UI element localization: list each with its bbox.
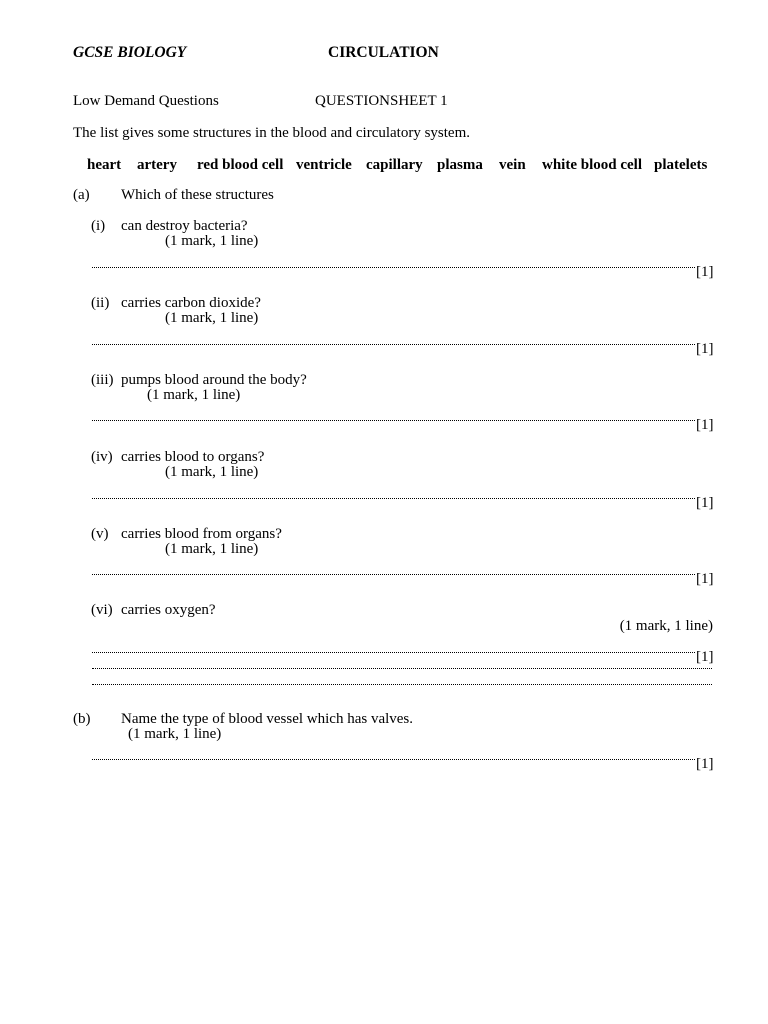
score-bracket: [1] — [696, 417, 714, 433]
mark-allocation: (1 mark, 1 line) — [128, 726, 222, 742]
structure-word: red blood cell — [197, 157, 284, 173]
answer-line[interactable] — [92, 342, 695, 345]
structure-word: platelets — [654, 157, 708, 173]
intro-text: The list gives some structures in the blood and circulatory system. — [73, 125, 471, 141]
structure-word: white blood cell — [542, 157, 642, 173]
demand-level: Low Demand Questions — [73, 93, 219, 109]
question-number: (iii) — [91, 372, 114, 388]
question-text: pumps blood around the body? — [121, 372, 307, 388]
mark-allocation: (1 mark, 1 line) — [165, 310, 259, 326]
answer-line[interactable] — [92, 496, 695, 499]
question-text: carries carbon dioxide? — [121, 295, 261, 311]
question-number: (iv) — [91, 449, 113, 465]
mark-allocation: (1 mark, 1 line) — [165, 233, 259, 249]
answer-line[interactable] — [92, 572, 695, 575]
score-bracket: [1] — [696, 264, 714, 280]
part-b-text: Name the type of blood vessel which has valves. — [121, 711, 414, 727]
structure-word: artery — [137, 157, 177, 173]
structure-word: capillary — [366, 157, 423, 173]
mark-allocation: (1 mark, 1 line) — [619, 618, 713, 634]
structure-word: heart — [87, 157, 122, 173]
part-b-label: (b) — [73, 711, 91, 727]
score-bracket: [1] — [696, 571, 714, 587]
structure-word: vein — [499, 157, 526, 173]
answer-line[interactable] — [92, 682, 712, 685]
question-number: (vi) — [91, 602, 113, 618]
part-a-text: Which of these structures — [121, 187, 274, 203]
question-text: carries blood to organs? — [121, 449, 265, 465]
answer-line[interactable] — [92, 650, 695, 653]
structure-word: ventricle — [296, 157, 352, 173]
mark-allocation: (1 mark, 1 line) — [165, 541, 259, 557]
question-text: carries blood from organs? — [121, 526, 282, 542]
answer-line[interactable] — [92, 757, 695, 760]
answer-line[interactable] — [92, 265, 695, 268]
question-number: (v) — [91, 526, 109, 542]
score-bracket: [1] — [696, 756, 714, 772]
mark-allocation: (1 mark, 1 line) — [165, 464, 259, 480]
questionsheet-label: QUESTIONSHEET 1 — [315, 93, 448, 109]
question-text: can destroy bacteria? — [121, 218, 248, 234]
score-bracket: [1] — [696, 341, 714, 357]
subject-heading: GCSE BIOLOGY — [73, 44, 187, 61]
mark-allocation: (1 mark, 1 line) — [147, 387, 241, 403]
question-number: (i) — [91, 218, 106, 234]
question-number: (ii) — [91, 295, 110, 311]
score-bracket: [1] — [696, 649, 714, 665]
score-bracket: [1] — [696, 495, 714, 511]
part-a-label: (a) — [73, 187, 90, 203]
page-title: CIRCULATION — [328, 44, 439, 61]
question-text: carries oxygen? — [121, 602, 216, 618]
answer-line[interactable] — [92, 418, 695, 421]
answer-line[interactable] — [92, 666, 712, 669]
structure-word: plasma — [437, 157, 483, 173]
